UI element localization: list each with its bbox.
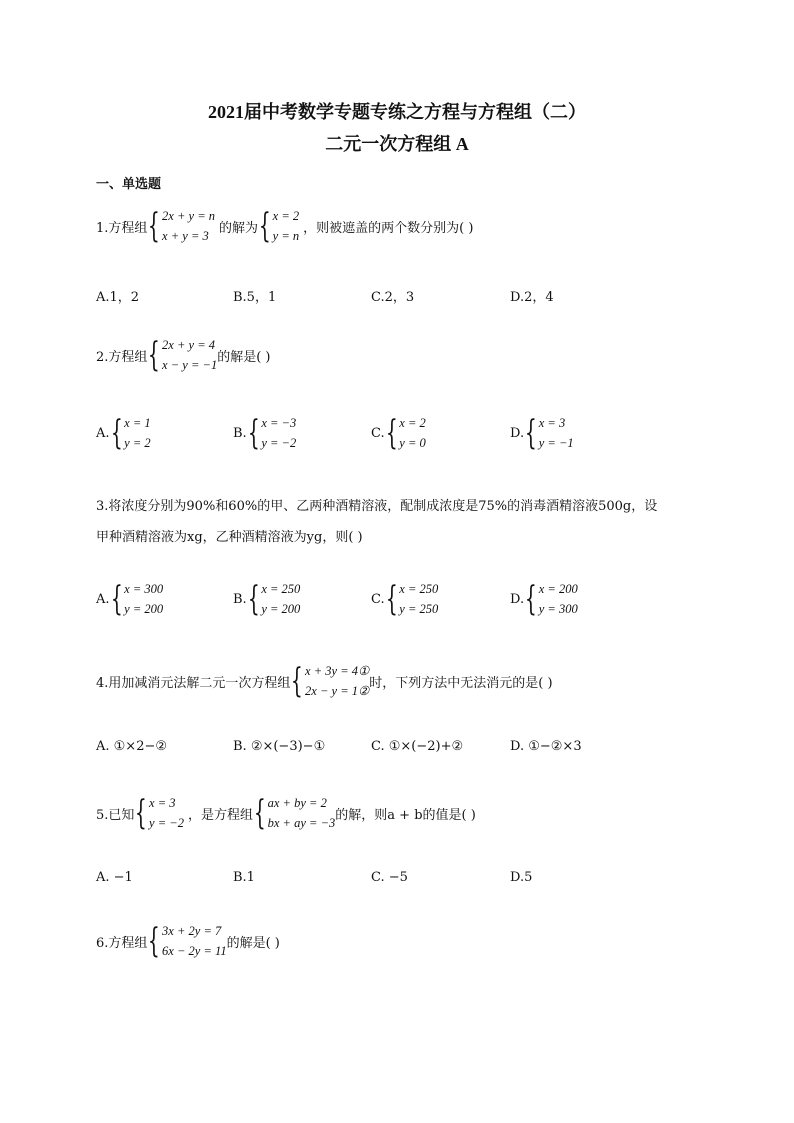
brace-icon: { xyxy=(385,579,398,619)
q3-option-d[interactable] xyxy=(510,579,578,619)
q1-solution xyxy=(258,206,299,246)
q2-option-d-line1: x = 3 xyxy=(538,416,566,430)
q6-suffix: 的解是( ) xyxy=(226,935,280,951)
q2-option-c-line1: x = 2 xyxy=(399,416,426,430)
question-6 xyxy=(96,921,280,961)
q1-option-a[interactable]: A.1，2 xyxy=(96,290,140,305)
q2-option-b[interactable] xyxy=(233,413,296,453)
brace-icon: { xyxy=(247,579,260,619)
q4-option-a[interactable]: A. ①×2−② xyxy=(96,739,168,754)
q2-option-b-line2: y = −2 xyxy=(261,436,297,450)
q1-mid: 的解为 xyxy=(219,220,259,236)
brace-icon: { xyxy=(524,579,537,619)
q5-eq1: ax + by = 2 xyxy=(267,796,327,810)
q2-suffix: 的解是( ) xyxy=(217,349,271,365)
q3-option-b-line1: x = 250 xyxy=(261,582,301,596)
doc-title-line1: 2021届中考数学专题专练之方程与方程组（二） xyxy=(208,102,586,122)
brace-icon: { xyxy=(291,661,304,701)
q3-option-a-label: A. xyxy=(96,591,110,607)
q1-sol1: x = 2 xyxy=(272,209,300,223)
q3-option-d-line1: x = 200 xyxy=(538,582,578,596)
q6-eq2: 6x − 2y = 11 xyxy=(162,944,227,958)
brace-icon: { xyxy=(148,921,161,961)
q4-option-c[interactable]: C. ①×(−2)+② xyxy=(371,739,464,754)
q2-option-d-line2: y = −1 xyxy=(538,436,574,450)
q1-sol2: y = n xyxy=(272,229,300,243)
q1-system xyxy=(147,206,215,246)
brace-icon: { xyxy=(148,206,161,246)
q1-prefix: 1.方程组 xyxy=(96,220,148,236)
q1-option-d[interactable]: D.2，4 xyxy=(510,290,554,305)
q3-option-b[interactable] xyxy=(233,579,300,619)
q2-prefix: 2.方程组 xyxy=(96,349,148,365)
q3-option-d-line2: y = 300 xyxy=(538,602,578,616)
q2-option-d-label: D. xyxy=(510,425,525,441)
q2-eq2: x − y = −1 xyxy=(162,358,218,372)
q5-sol1: x = 3 xyxy=(149,796,176,810)
q5-suffix: 的解，则a + b的值是( ) xyxy=(335,807,476,823)
question-5 xyxy=(96,793,476,833)
section-header: 一、单选题 xyxy=(96,177,162,192)
q2-option-a-line2: y = 2 xyxy=(124,436,151,450)
q1-option-c[interactable]: C.2，3 xyxy=(371,290,415,305)
q3-option-d-label: D. xyxy=(510,591,525,607)
q3-option-a-line2: y = 200 xyxy=(124,602,164,616)
question-2 xyxy=(96,335,270,375)
q5-mid: ，是方程组 xyxy=(187,807,253,823)
q4-eq2: 2x − y = 1② xyxy=(305,684,370,698)
brace-icon: { xyxy=(258,206,271,246)
q2-option-b-line1: x = −3 xyxy=(261,416,297,430)
doc-title-line2: 二元一次方程组 A xyxy=(325,134,469,154)
brace-icon: { xyxy=(385,413,398,453)
question-4 xyxy=(96,661,553,701)
q4-eq1: x + 3y = 4① xyxy=(305,664,370,678)
q1-eq1: 2x + y = n xyxy=(162,209,216,223)
q5-option-c[interactable]: C. −5 xyxy=(371,870,408,885)
q2-eq1: 2x + y = 4 xyxy=(162,338,216,352)
q3-line2: 甲种酒精溶液为xg，乙种酒精溶液为yg，则( ) xyxy=(96,530,363,545)
brace-icon: { xyxy=(135,793,148,833)
q2-option-a-line1: x = 1 xyxy=(124,416,151,430)
q2-option-b-label: B. xyxy=(233,425,247,441)
q3-option-b-line2: y = 200 xyxy=(261,602,301,616)
q5-option-d[interactable]: D.5 xyxy=(510,870,533,885)
brace-icon: { xyxy=(110,579,123,619)
q3-option-b-label: B. xyxy=(233,591,247,607)
q2-option-c-label: C. xyxy=(371,425,385,441)
q3-option-c-line1: x = 250 xyxy=(399,582,439,596)
q4-option-d[interactable]: D. ①−②×3 xyxy=(510,739,582,754)
q1-option-b[interactable]: B.5，1 xyxy=(233,290,277,305)
question-1 xyxy=(96,206,473,246)
q5-option-b[interactable]: B.1 xyxy=(233,870,255,885)
q2-option-a[interactable] xyxy=(96,413,151,453)
q4-system xyxy=(290,661,369,701)
q6-system xyxy=(147,921,226,961)
q5-prefix: 5.已知 xyxy=(96,807,135,823)
q5-eq2: bx + ay = −3 xyxy=(267,816,336,830)
q4-option-b[interactable]: B. ②×(−3)−① xyxy=(233,739,326,754)
q2-option-c[interactable] xyxy=(371,413,426,453)
q5-sol2: y = −2 xyxy=(149,816,184,830)
q1-eq2: x + y = 3 xyxy=(162,229,209,243)
q3-option-a[interactable] xyxy=(96,579,163,619)
q5-solution xyxy=(134,793,184,833)
q5-system xyxy=(253,793,335,833)
q2-option-c-line2: y = 0 xyxy=(399,436,426,450)
brace-icon: { xyxy=(148,335,161,375)
q3-option-c-label: C. xyxy=(371,591,385,607)
q4-suffix: 时，下列方法中无法消元的是( ) xyxy=(369,675,553,691)
brace-icon: { xyxy=(524,413,537,453)
brace-icon: { xyxy=(247,413,260,453)
brace-icon: { xyxy=(253,793,266,833)
q4-prefix: 4.用加减消元法解二元一次方程组 xyxy=(96,675,291,691)
q6-eq1: 3x + 2y = 7 xyxy=(162,924,222,938)
brace-icon: { xyxy=(110,413,123,453)
q3-option-c[interactable] xyxy=(371,579,438,619)
q3-option-a-line1: x = 300 xyxy=(124,582,164,596)
q2-option-d[interactable] xyxy=(510,413,574,453)
q3-option-c-line2: y = 250 xyxy=(399,602,439,616)
q6-prefix: 6.方程组 xyxy=(96,935,148,951)
q2-system xyxy=(147,335,217,375)
q1-suffix: ，则被遮盖的两个数分别为( ) xyxy=(303,220,474,236)
q5-option-a[interactable]: A. −1 xyxy=(96,870,133,885)
q2-option-a-label: A. xyxy=(96,425,110,441)
q3-line1: 3.将浓度分别为90%和60%的甲、乙两种酒精溶液，配制成浓度是75%的消毒酒精溶液500g，设 xyxy=(96,499,658,514)
